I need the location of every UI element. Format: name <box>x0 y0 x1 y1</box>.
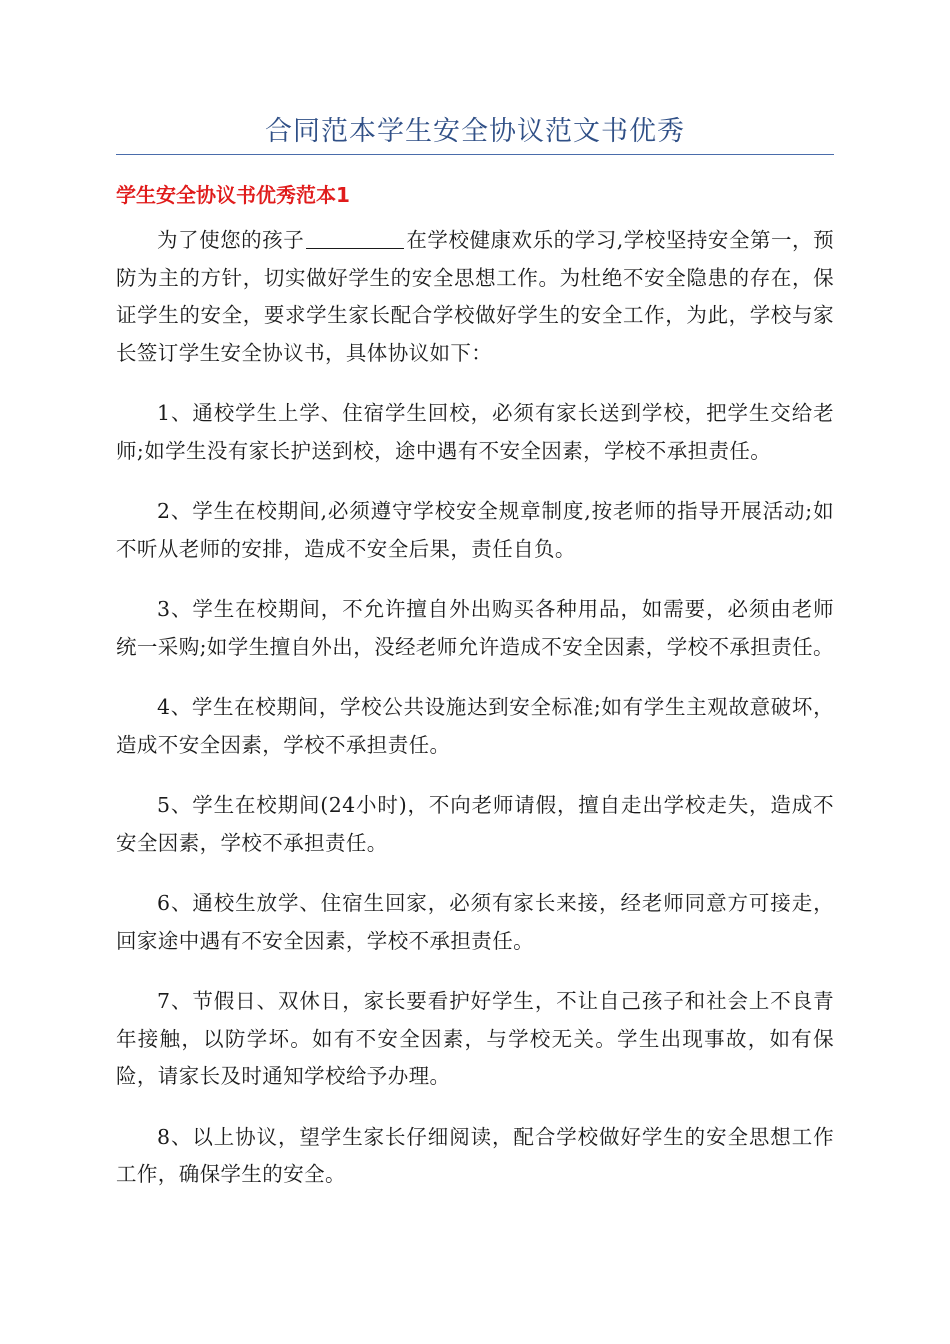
section-heading: 学生安全协议书优秀范本1 <box>116 183 350 207</box>
document-title: 合同范本学生安全协议范文书优秀 <box>265 116 685 147</box>
fill-in-blank <box>306 224 404 249</box>
clause-1: 1、通校学生上学、住宿学生回校，必须有家长送到学校，把学生交给老师;如学生没有家长护送到校，途中遇有不安全因素，学校不承担责任。 <box>116 401 834 463</box>
clause-3: 3、学生在校期间，不允许擅自外出购买各种用品，如需要，必须由老师统一采购;如学生擅自外出，没经老师允许造成不安全因素，学校不承担责任。 <box>116 597 834 659</box>
clause-8: 8、以上协议，望学生家长仔细阅读，配合学校做好学生的安全思想工作工作，确保学生的安全。 <box>116 1124 834 1186</box>
clause-6: 6、通校生放学、住宿生回家，必须有家长来接，经老师同意方可接走，回家途中遇有不安全因素，学校不承担责任。 <box>116 891 834 953</box>
clause-4: 4、学生在校期间，学校公共设施达到安全标准;如有学生主观故意破坏，造成不安全因素，学校不承担责任。 <box>116 695 834 757</box>
intro-paragraph <box>116 222 834 372</box>
intro-text-before-blank: 为了使您的孩子 <box>157 228 305 252</box>
clause-5: 5、学生在校期间(24小时)，不向老师请假，擅自走出学校走失，造成不安全因素，学校不承担责任。 <box>116 793 834 855</box>
title-underline <box>116 154 834 155</box>
clause-7: 7、节假日、双休日，家长要看护好学生，不让自己孩子和社会上不良青年接触，以防学坏。如有不安全因素，与学校无关。学生出现事故，如有保险，请家长及时通知学校给予办理。 <box>116 989 834 1088</box>
clause-2: 2、学生在校期间,必须遵守学校安全规章制度,按老师的指导开展活动;如不听从老师的安排，造成不安全后果，责任自负。 <box>116 499 834 561</box>
intro-text-after-blank: 在学校健康欢乐的学习,学校坚持安全第一，预防为主的方针，切实做好学生的安全思想工作。为杜绝不安全隐患的存在，保证学生的安全，要求学生家长配合学校做好学生的安全工作，为此，学校与家长签订学生安全协议书，具体协议如下： <box>116 228 834 365</box>
document-body <box>116 222 834 1217</box>
